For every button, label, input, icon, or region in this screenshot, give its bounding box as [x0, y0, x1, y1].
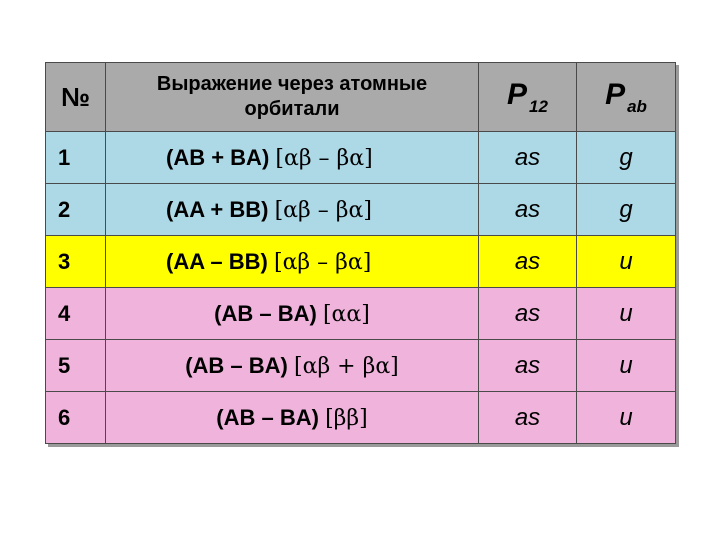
row-pab: u — [577, 340, 676, 392]
table-row — [46, 288, 676, 340]
table-row — [46, 184, 676, 236]
row-expression — [106, 132, 479, 184]
row-num: 3 — [46, 236, 106, 288]
orbital-part: (AA + BB) — [166, 196, 269, 222]
row-num: 2 — [46, 184, 106, 236]
row-p12: as — [479, 184, 577, 236]
row-pab: u — [577, 236, 676, 288]
header-expression — [106, 63, 479, 132]
spin-part: [αβ + βα] — [294, 353, 399, 379]
spin-part: [αβ – βα] — [273, 249, 372, 275]
header-row — [46, 63, 676, 132]
orbital-symmetry-table — [45, 62, 676, 444]
row-expression — [106, 288, 479, 340]
row-num: 5 — [46, 340, 106, 392]
spin-part: [ββ] — [325, 405, 368, 431]
row-expression — [106, 184, 479, 236]
header-pab-base: P — [605, 77, 626, 111]
table-row — [46, 132, 676, 184]
row-p12: as — [479, 392, 577, 444]
table-row — [46, 236, 676, 288]
row-expression — [106, 236, 479, 288]
row-num: 4 — [46, 288, 106, 340]
orbital-part: (AB – BA) — [214, 300, 317, 326]
spin-part: [αα] — [322, 301, 370, 327]
row-pab: g — [577, 132, 676, 184]
row-pab: u — [577, 288, 676, 340]
row-p12: as — [479, 340, 577, 392]
row-num: 1 — [46, 132, 106, 184]
row-p12: as — [479, 132, 577, 184]
header-pab — [577, 63, 676, 132]
header-p12 — [479, 63, 577, 132]
header-num: № — [46, 63, 106, 132]
orbital-part: (AA – BB) — [166, 248, 268, 274]
header-expression-line2: орбитали — [244, 98, 340, 120]
header-expression-line1: Выражение через атомные — [156, 73, 428, 95]
header-p12-base: P — [507, 77, 528, 111]
row-num: 6 — [46, 392, 106, 444]
row-expression — [106, 340, 479, 392]
row-p12: as — [479, 288, 577, 340]
orbital-part: (AB – BA) — [216, 404, 319, 430]
spin-part: [αβ – βα] — [275, 145, 373, 171]
orbital-part: (AB – BA) — [185, 352, 288, 378]
orbital-part: (AB + BA) — [166, 144, 270, 170]
row-expression — [106, 392, 479, 444]
table-row — [46, 340, 676, 392]
spin-part: [αβ – βα] — [274, 197, 372, 223]
row-p12: as — [479, 236, 577, 288]
header-pab-sub: ab — [627, 96, 647, 116]
row-pab: u — [577, 392, 676, 444]
table-row — [46, 392, 676, 444]
header-p12-sub: 12 — [529, 96, 548, 116]
row-pab: g — [577, 184, 676, 236]
